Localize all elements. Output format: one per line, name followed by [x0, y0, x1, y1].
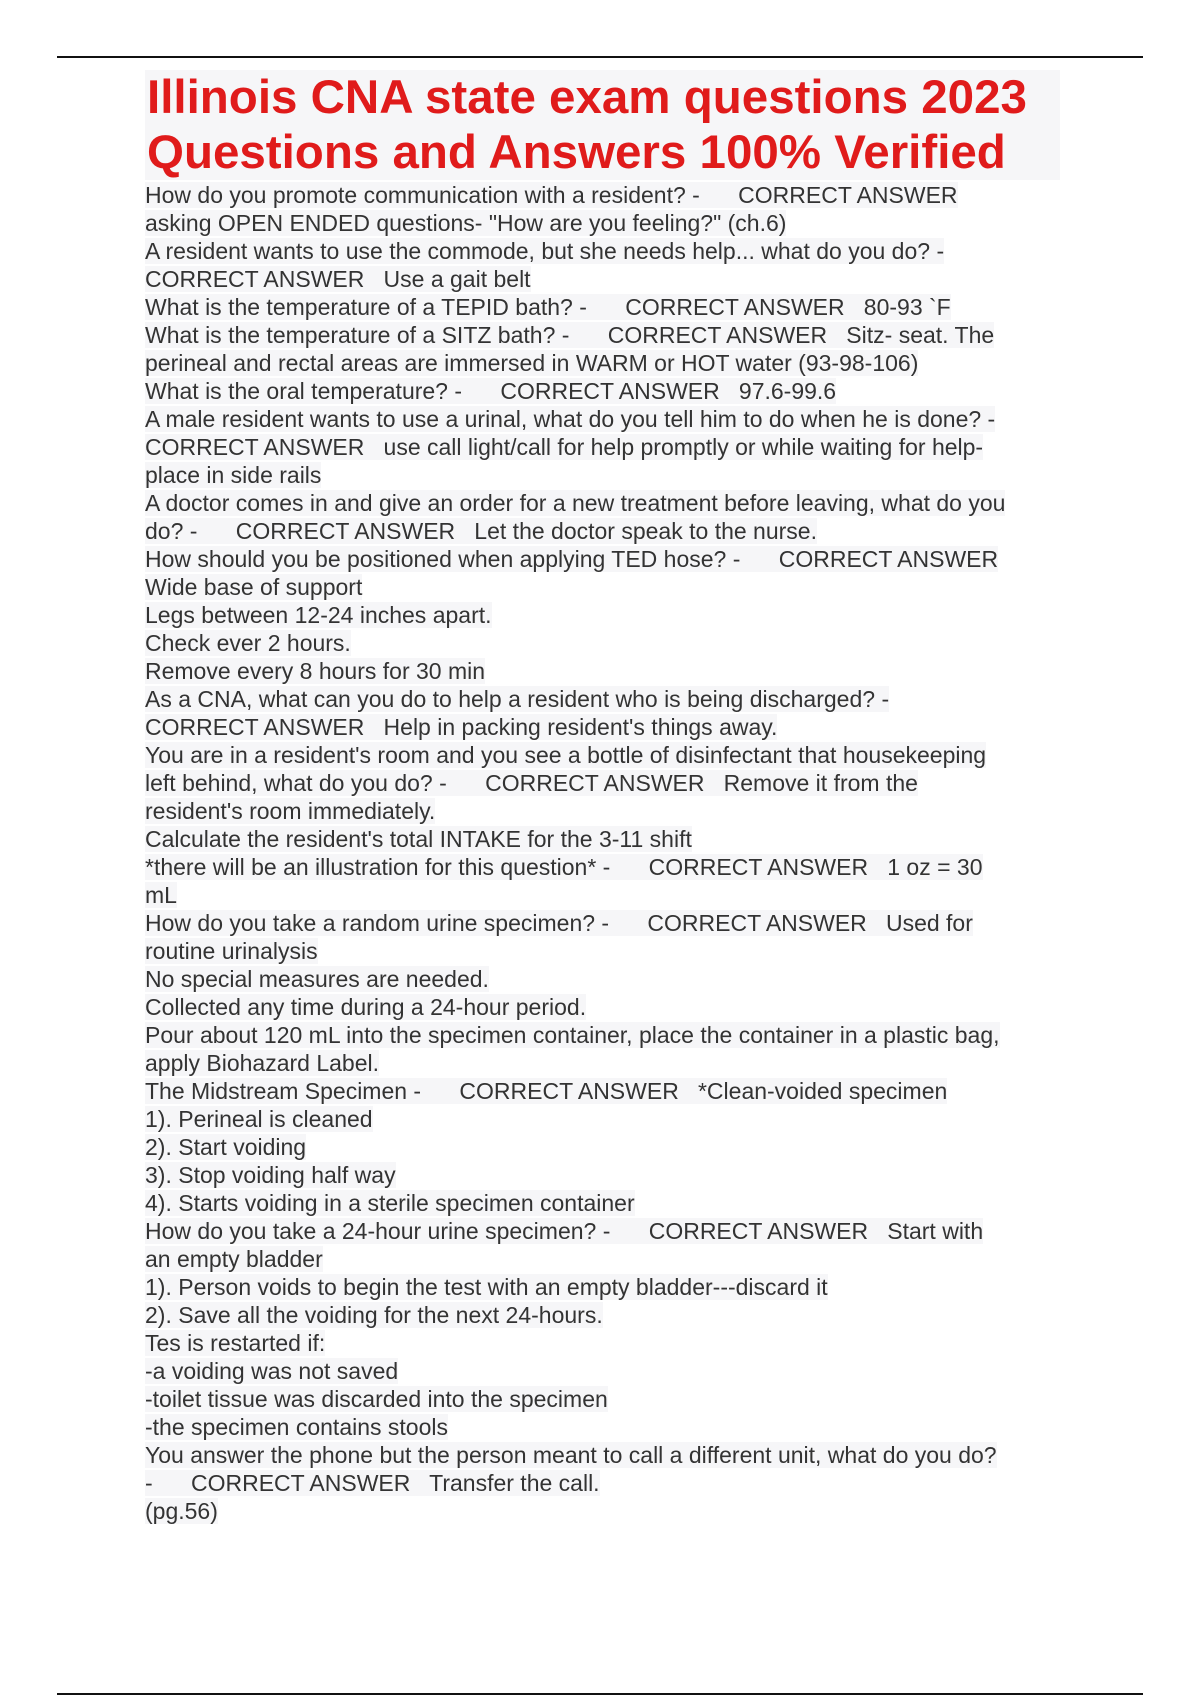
qa-line: [145, 629, 1060, 657]
qa-line-text: Remove every 8 hours for 30 min: [145, 658, 486, 684]
qa-line: [145, 517, 1060, 545]
qa-line: [145, 1217, 1060, 1245]
qa-line-text: What is the temperature of a SITZ bath? - CORRECT ANSWER Sitz- seat. The: [145, 322, 995, 348]
qa-line: [145, 741, 1060, 769]
qa-line: [145, 853, 1060, 881]
qa-line-text: 1). Perineal is cleaned: [145, 1106, 373, 1132]
qa-line-text: A resident wants to use the commode, but she needs help... what do you do? -: [145, 238, 945, 264]
qa-line: [145, 489, 1060, 517]
qa-line-text: How do you take a random urine specimen? - CORRECT ANSWER Used for: [145, 910, 973, 936]
qa-line-text: perineal and rectal areas are immersed in WARM or HOT water (93-98-106): [145, 350, 919, 376]
qa-line-text: 3). Stop voiding half way: [145, 1162, 396, 1188]
top-rule: [57, 56, 1143, 58]
qa-line-text: How do you promote communication with a resident? - CORRECT ANSWER: [145, 182, 958, 208]
qa-line-text: 2). Start voiding: [145, 1134, 307, 1160]
qa-line: [145, 1133, 1060, 1161]
qa-line-text: -the specimen contains stools: [145, 1414, 448, 1440]
qa-line-text: routine urinalysis: [145, 938, 318, 964]
qa-line-text: Calculate the resident's total INTAKE for the 3-11 shift: [145, 826, 692, 852]
qa-line: [145, 1385, 1060, 1413]
qa-line-text: CORRECT ANSWER Use a gait belt: [145, 266, 531, 292]
qa-line-text: Pour about 120 mL into the specimen container, place the container in a plastic bag,: [145, 1022, 1000, 1048]
qa-line-text: place in side rails: [145, 462, 322, 488]
qa-line: [145, 461, 1060, 489]
qa-line-text: CORRECT ANSWER Help in packing resident's things away.: [145, 714, 778, 740]
qa-line: [145, 573, 1060, 601]
qa-line-text: - CORRECT ANSWER Transfer the call.: [145, 1470, 600, 1496]
qa-line-text: What is the oral temperature? - CORRECT ANSWER 97.6-99.6: [145, 378, 837, 404]
qa-line: [145, 293, 1060, 321]
qa-line-text: left behind, what do you do? - CORRECT ANSWER Remove it from the: [145, 770, 918, 796]
qa-line: [145, 1077, 1060, 1105]
qa-line: [145, 825, 1060, 853]
qa-line-text: -a voiding was not saved: [145, 1358, 399, 1384]
qa-line: [145, 965, 1060, 993]
qa-line-text: Collected any time during a 24-hour period.: [145, 994, 587, 1020]
qa-line-text: The Midstream Specimen - CORRECT ANSWER *Clean-voided specimen: [145, 1078, 948, 1104]
qa-line: [145, 1441, 1060, 1469]
qa-line-text: asking OPEN ENDED questions- "How are you feeling?" (ch.6): [145, 210, 787, 236]
qa-line: [145, 1021, 1060, 1049]
qa-line: [145, 265, 1060, 293]
qa-line: [145, 601, 1060, 629]
qa-line: [145, 181, 1060, 209]
qa-line-text: -toilet tissue was discarded into the specimen: [145, 1386, 608, 1412]
qa-line-text: No special measures are needed.: [145, 966, 489, 992]
qa-line: [145, 321, 1060, 349]
qa-line-text: resident's room immediately.: [145, 798, 436, 824]
qa-line-text: You answer the phone but the person meant to call a different unit, what do you do?: [145, 1442, 997, 1468]
qa-line-text: A male resident wants to use a urinal, what do you tell him to do when he is done? -: [145, 406, 996, 432]
qa-text-body: [145, 181, 1060, 1525]
qa-line-text: Wide base of support: [145, 574, 363, 600]
qa-line: [145, 1273, 1060, 1301]
qa-line: [145, 1497, 1060, 1525]
document-title: [145, 70, 1060, 180]
qa-line-text: How should you be positioned when applying TED hose? - CORRECT ANSWER: [145, 546, 999, 572]
qa-line-text: How do you take a 24-hour urine specimen? - CORRECT ANSWER Start with: [145, 1218, 984, 1244]
qa-line-text: Tes is restarted if:: [145, 1330, 326, 1356]
qa-line: [145, 909, 1060, 937]
qa-line: [145, 1301, 1060, 1329]
qa-line-text: You are in a resident's room and you see a bottle of disinfectant that housekeeping: [145, 742, 987, 768]
qa-line: [145, 1245, 1060, 1273]
qa-line-text: 2). Save all the voiding for the next 24-hours.: [145, 1302, 603, 1328]
qa-line-text: Check ever 2 hours.: [145, 630, 351, 656]
qa-line: [145, 545, 1060, 573]
qa-line: [145, 237, 1060, 265]
qa-line-text: (pg.56): [145, 1498, 218, 1524]
qa-line-text: 4). Starts voiding in a sterile specimen container: [145, 1190, 635, 1216]
qa-line: [145, 1105, 1060, 1133]
qa-line: [145, 937, 1060, 965]
qa-line: [145, 405, 1060, 433]
title-line-1: Illinois CNA state exam questions 2023: [147, 71, 1027, 124]
qa-line: [145, 1469, 1060, 1497]
qa-line-text: mL: [145, 882, 177, 908]
qa-line: [145, 1413, 1060, 1441]
qa-line-text: A doctor comes in and give an order for a new treatment before leaving, what do you: [145, 490, 1006, 516]
qa-line: [145, 797, 1060, 825]
qa-line: [145, 1189, 1060, 1217]
qa-line: [145, 377, 1060, 405]
qa-line: [145, 993, 1060, 1021]
title-line-2: Questions and Answers 100% Verified: [147, 126, 1006, 179]
bottom-rule: [57, 1693, 1143, 1695]
qa-line-text: 1). Person voids to begin the test with an empty bladder---discard it: [145, 1274, 828, 1300]
qa-line-text: As a CNA, what can you do to help a resident who is being discharged? -: [145, 686, 890, 712]
qa-line-text: apply Biohazard Label.: [145, 1050, 379, 1076]
qa-line: [145, 713, 1060, 741]
qa-line: [145, 1161, 1060, 1189]
qa-line: [145, 685, 1060, 713]
qa-line: [145, 1049, 1060, 1077]
qa-line-text: *there will be an illustration for this question* - CORRECT ANSWER 1 oz = 30: [145, 854, 983, 880]
qa-line: [145, 1357, 1060, 1385]
qa-line: [145, 209, 1060, 237]
qa-line: [145, 881, 1060, 909]
qa-line: [145, 657, 1060, 685]
qa-line-text: Legs between 12-24 inches apart.: [145, 602, 492, 628]
qa-line: [145, 433, 1060, 461]
qa-line: [145, 769, 1060, 797]
qa-line-text: What is the temperature of a TEPID bath? - CORRECT ANSWER 80-93 `F: [145, 294, 951, 320]
qa-line-text: CORRECT ANSWER use call light/call for help promptly or while waiting for help-: [145, 434, 984, 460]
qa-line: [145, 1329, 1060, 1357]
document-page: [145, 70, 1060, 1525]
qa-line: [145, 349, 1060, 377]
qa-line-text: do? - CORRECT ANSWER Let the doctor speak to the nurse.: [145, 518, 817, 544]
qa-line-text: an empty bladder: [145, 1246, 323, 1272]
